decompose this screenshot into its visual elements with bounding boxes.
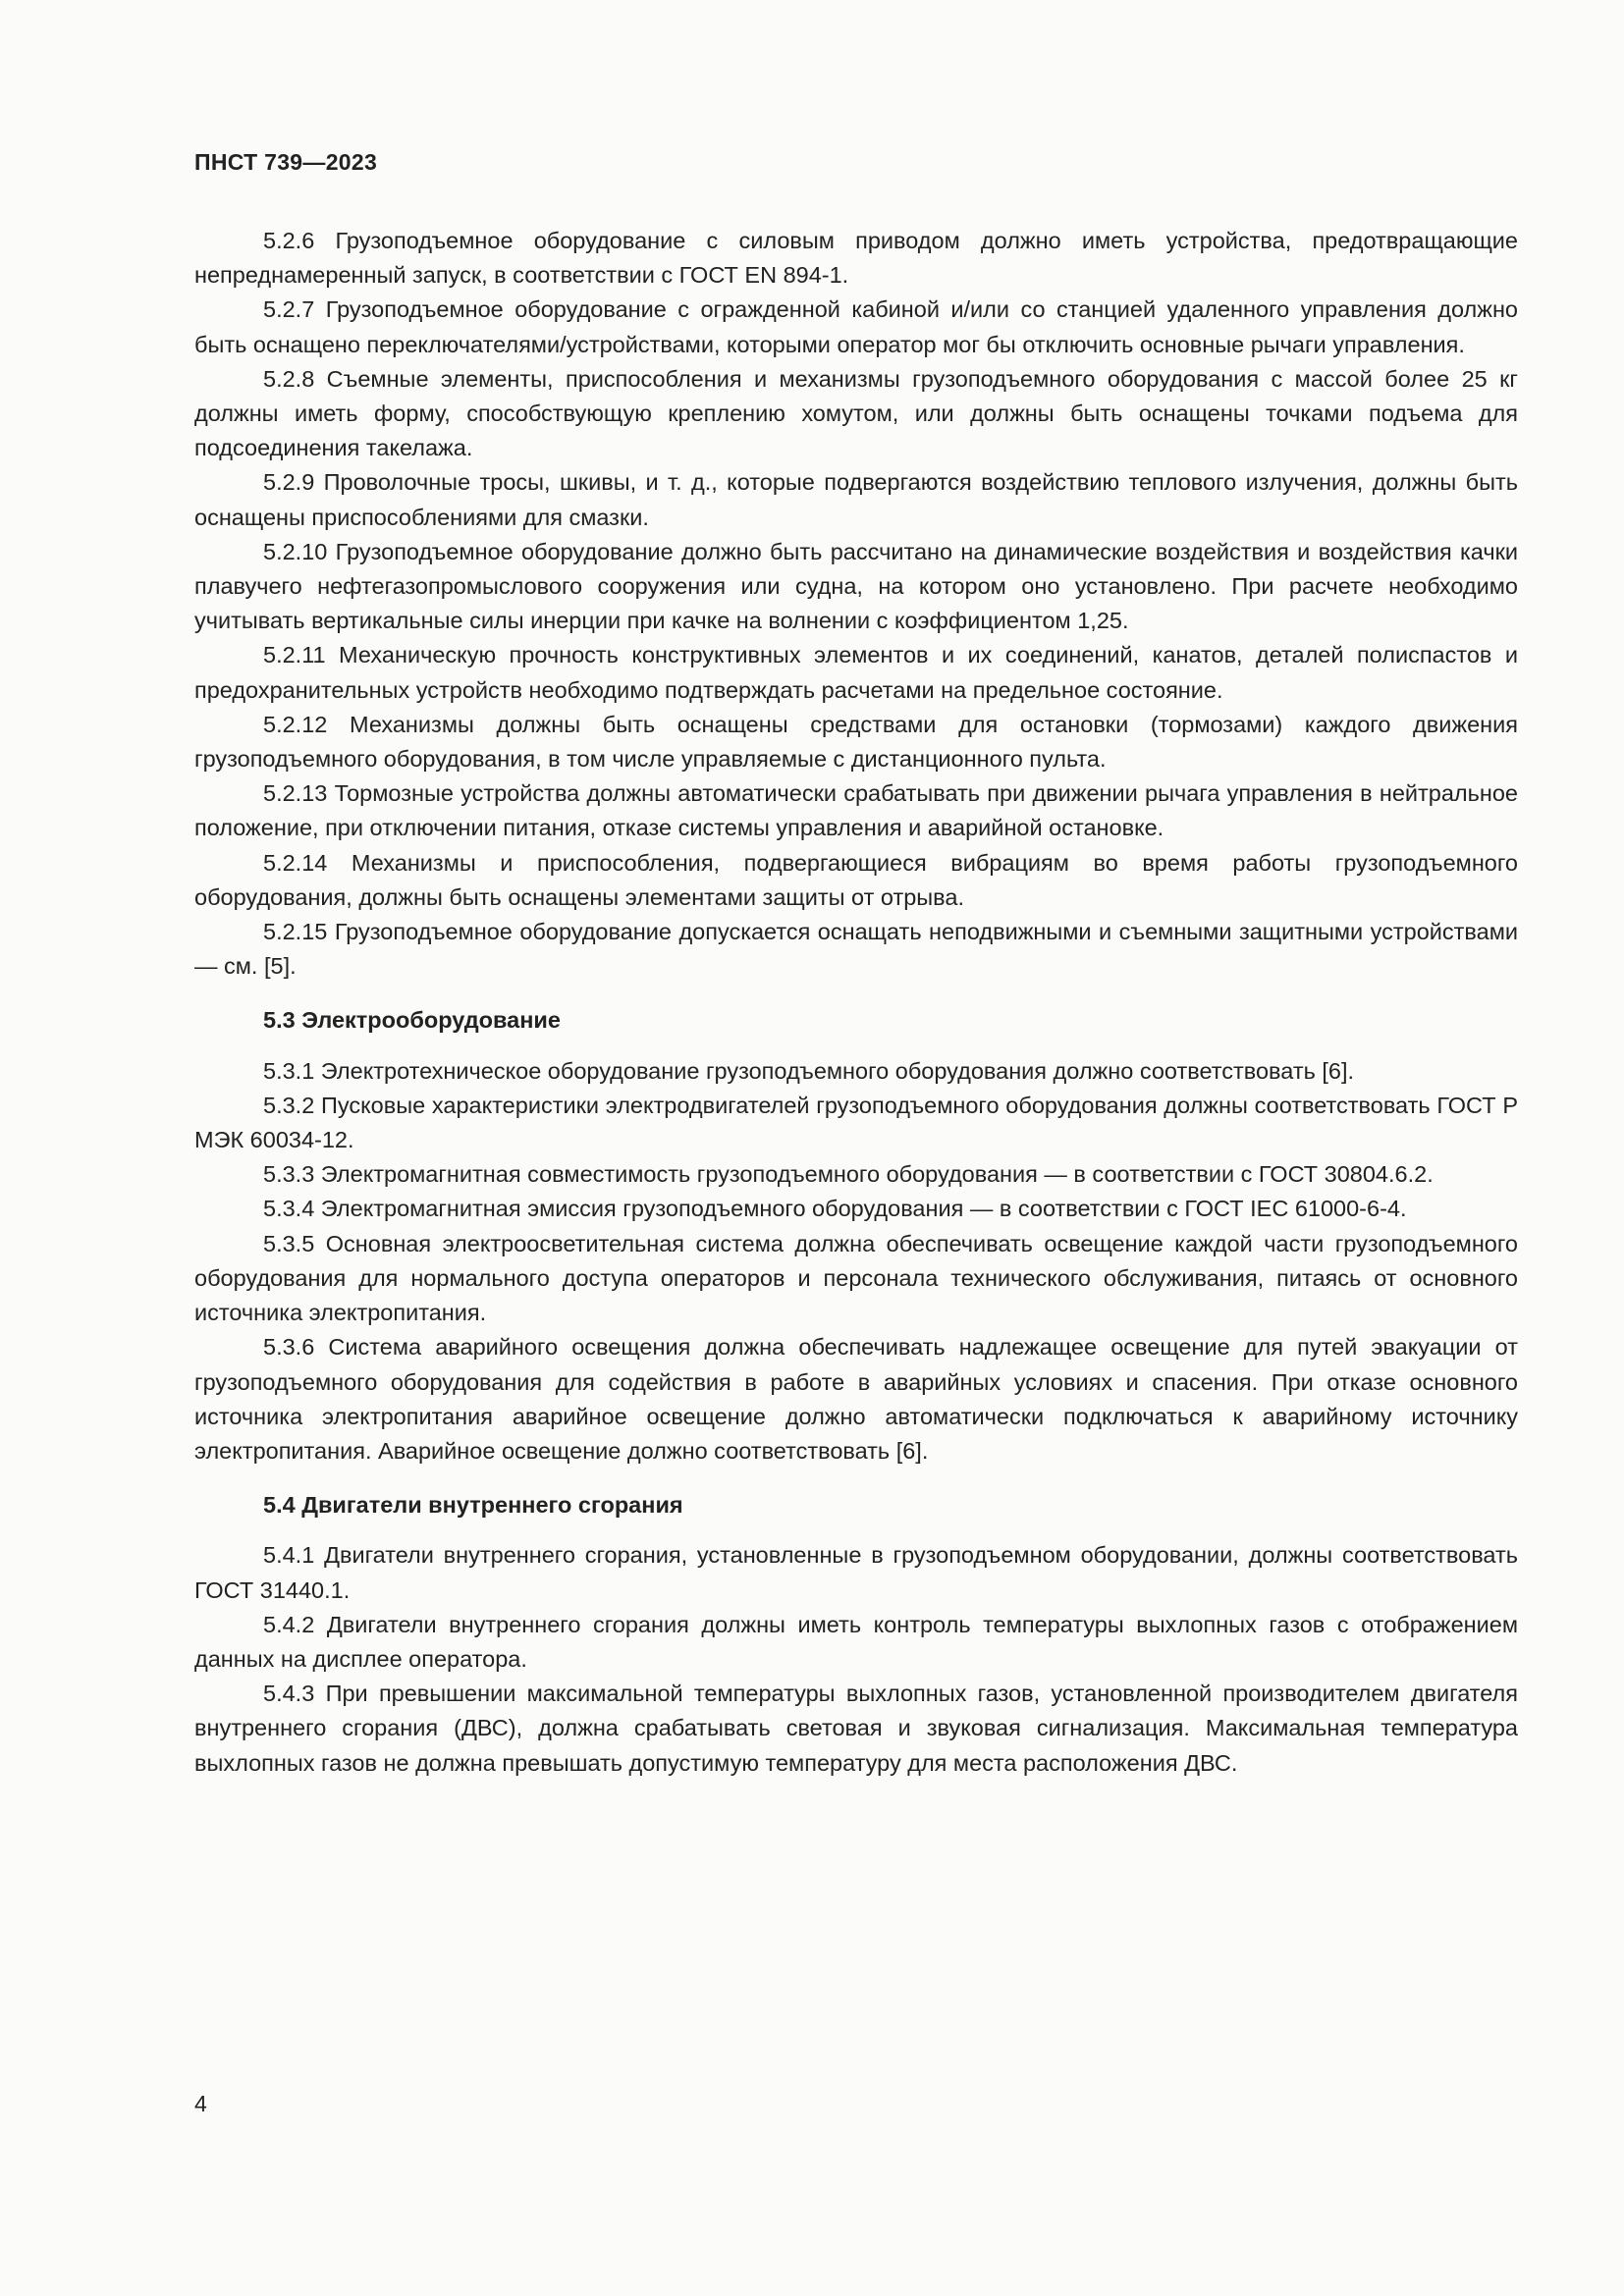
clause-5-2-8: 5.2.8 Съемные элементы, приспособления и механизмы грузоподъемного оборудования с массой более 25 кг должны иметь форму, способствующую креплению хомутом, или должны быть оснащены точками подъема для подсоединения такелажа. (194, 365, 1518, 461)
clause-5-2-13: 5.2.13 Тормозные устройства должны автоматически срабатывать при движении рычага управления в нейтральное положение, при отключении питания, отказе системы управления и аварийной остановке. (194, 780, 1518, 841)
clause-5-4-2: 5.4.2 Двигатели внутреннего сгорания должны иметь контроль температуры выхлопных газов с отображением данных на дисплее оператора. (194, 1611, 1518, 1672)
clause-5-2-10: 5.2.10 Грузоподъемное оборудование должно быть рассчитано на динамические воздействия и воздействия качки плавучего нефтегазопромыслового сооружения или судна, на котором оно установлено. При расчете необходимо учитывать вертикальные силы инерции при качке на волнении с коэффициентом 1,25. (194, 538, 1518, 634)
clause-5-3-4: 5.3.4 Электромагнитная эмиссия грузоподъемного оборудования — в соответствии с ГОСТ IEC 61000-6-4. (263, 1196, 1407, 1222)
clause-5-3-6: 5.3.6 Система аварийного освещения должна обеспечивать надлежащее освещение для путей эвакуации от грузоподъемного оборудования для содействия в работе в аварийных условиях и спасения. При отказе основного источника электропитания аварийное освещение должно автоматически подключаться к аварийному источнику электропитания. Аварийное освещение должно соответствовать [6]. (194, 1334, 1518, 1464)
clause-5-4-1: 5.4.1 Двигатели внутреннего сгорания, установленные в грузоподъемном оборудовании, должны соответствовать ГОСТ 31440.1. (194, 1542, 1518, 1603)
clause-5-2-7: 5.2.7 Грузоподъемное оборудование с огражденной кабиной и/или со станцией удаленного управления должно быть оснащено переключателями/устройствами, которыми оператор мог бы отключить основные рычаги управления. (194, 296, 1518, 357)
clause-5-3-5: 5.3.5 Основная электроосветительная система должна обеспечивать освещение каждой части грузоподъемного оборудования для нормального доступа операторов и персонала технического обслуживания, питаясь от основного источника электропитания. (194, 1230, 1518, 1326)
page-number: 4 (194, 2091, 207, 2116)
section-heading-5-4: 5.4 Двигатели внутреннего сгорания (263, 1492, 683, 1519)
clause-5-2-11: 5.2.11 Механическую прочность конструктивных элементов и их соединений, канатов, деталей полиспастов и предохранительных устройств необходимо подтверждать расчетами на предельное состояние. (194, 642, 1518, 703)
clause-5-2-12: 5.2.12 Механизмы должны быть оснащены средствами для остановки (тормозами) каждого движения грузоподъемного оборудования, в том числе управляемые с дистанционного пульта. (194, 711, 1518, 773)
clause-5-3-3: 5.3.3 Электромагнитная совместимость грузоподъемного оборудования — в соответствии с ГОСТ 30804.6.2. (263, 1161, 1434, 1188)
section-heading-5-3: 5.3 Электрооборудование (263, 1007, 561, 1034)
clause-5-2-15: 5.2.15 Грузоподъемное оборудование допускается оснащать неподвижными и съемными защитными устройствами — см. [5]. (194, 919, 1518, 980)
clause-5-2-9: 5.2.9 Проволочные тросы, шкивы, и т. д., которые подвергаются воздействию теплового излучения, должны быть оснащены приспособлениями для смазки. (194, 469, 1518, 530)
clause-5-4-3: 5.4.3 При превышении максимальной температуры выхлопных газов, установленной производителем двигателя внутреннего сгорания (ДВС), должна срабатывать световая и звуковая сигнализация. Максимальная температура выхлопных газов не должна превышать допустимую температуру для места расположения ДВС. (194, 1681, 1518, 1776)
clause-5-3-2: 5.3.2 Пусковые характеристики электродвигателей грузоподъемного оборудования должны соответствовать ГОСТ Р МЭК 60034-12. (194, 1092, 1518, 1153)
clause-5-2-6: 5.2.6 Грузоподъемное оборудование с силовым приводом должно иметь устройства, предотвращающие непреднамеренный запуск, в соответствии с ГОСТ EN 894-1. (194, 228, 1518, 289)
clause-5-3-1: 5.3.1 Электротехническое оборудование грузоподъемного оборудования должно соответствовать [6]. (263, 1057, 1355, 1084)
document-body (194, 224, 1518, 1781)
clause-5-2-14: 5.2.14 Механизмы и приспособления, подвергающиеся вибрациям во время работы грузоподъемного оборудования, должны быть оснащены элементами защиты от отрыва. (194, 849, 1518, 910)
document-header: ПНСТ 739—2023 (194, 149, 378, 175)
